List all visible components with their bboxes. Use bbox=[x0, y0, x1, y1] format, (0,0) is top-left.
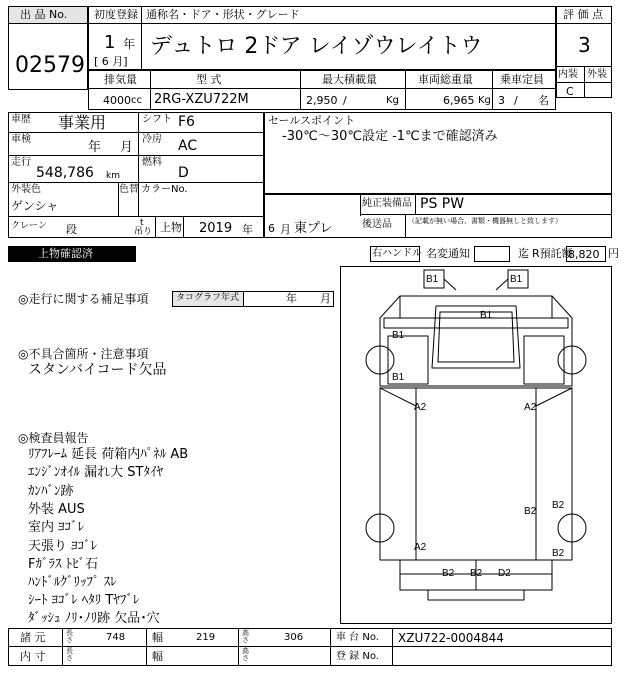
windshield bbox=[432, 306, 520, 368]
report-line: ｶﾝﾊﾞﾝ跡 bbox=[28, 484, 74, 499]
displacement: 4000 bbox=[103, 94, 131, 107]
r-deposit-label: R預託額 bbox=[532, 247, 573, 260]
lot-label: 出 品 No. bbox=[20, 8, 68, 21]
defect-1: スタンバイコード欠品 bbox=[28, 362, 167, 378]
upper-maker: 東プレ bbox=[294, 221, 333, 236]
max-load-sep: / bbox=[343, 94, 347, 107]
shift-label: シフト bbox=[142, 114, 172, 125]
model-label: 型 式 bbox=[196, 73, 222, 86]
reg-month: [ 6 月] bbox=[94, 55, 128, 68]
tacho-year: 年 bbox=[286, 292, 297, 305]
upper-confirmed-text: 上物確認済 bbox=[38, 247, 93, 260]
ac-value: AC bbox=[178, 138, 198, 154]
mark-b2: B2 bbox=[552, 500, 565, 511]
cab-outline bbox=[380, 296, 572, 330]
report-line: 外装 AUS bbox=[28, 502, 85, 517]
interior-grade: C bbox=[566, 85, 574, 98]
upper-month: 6 bbox=[268, 222, 275, 235]
rating-value: 3 bbox=[578, 33, 591, 57]
report-line: ﾀﾞｯｼｭ ﾉﾘ･ﾉﾘ跡 欠品･穴 bbox=[28, 611, 160, 626]
report-line: 天張り ﾖｺﾞﾚ bbox=[28, 539, 98, 554]
report-line: Fｶﾞﾗｽ ﾄﾋﾞ石 bbox=[28, 557, 99, 572]
color-no-label: カラーNo. bbox=[141, 184, 188, 195]
mark-d2: D2 bbox=[498, 568, 511, 579]
mark-b2: B2 bbox=[524, 506, 537, 517]
name-change-box bbox=[474, 246, 510, 262]
upper-month-unit: 月 bbox=[280, 223, 291, 236]
rhd-label: 右ハンドル bbox=[372, 248, 422, 259]
mark-b1: B1 bbox=[510, 274, 523, 285]
report-line: ﾊﾝﾄﾞﾙｸﾞﾘｯﾌﾟ ｽﾚ bbox=[28, 575, 117, 590]
running-notes-label: ◎走行に関する補足事項 bbox=[18, 292, 149, 306]
overdue-label: 迄 bbox=[518, 247, 529, 260]
chassis-label: 車 台 No. bbox=[336, 632, 379, 643]
tacho-label: タコグラフ年式 bbox=[176, 293, 240, 303]
max-load: 2,950 bbox=[306, 94, 338, 107]
report-line: 室内 ﾖｺﾞﾚ bbox=[28, 520, 85, 535]
sales-point-text: -30℃～30℃設定 -1℃まで確認済み bbox=[282, 129, 498, 144]
reg-year: 1 bbox=[104, 32, 116, 53]
r-deposit: 8,820 bbox=[568, 248, 600, 261]
capacity-sep: / bbox=[514, 94, 518, 107]
crane-stage: 段 bbox=[66, 223, 77, 236]
name-change-label: 名変通知 bbox=[426, 247, 470, 260]
displacement-label: 排気量 bbox=[104, 73, 137, 86]
mark-b1: B1 bbox=[426, 274, 439, 285]
report-label: ◎検査員報告 bbox=[18, 431, 89, 445]
tacho-month: 月 bbox=[320, 292, 331, 305]
model-code: 2RG-XZU722M bbox=[154, 92, 249, 107]
in-width-label: 幅 bbox=[152, 650, 163, 663]
in-height-label: 高さ bbox=[242, 647, 249, 663]
inspection-year: 年 bbox=[88, 140, 102, 155]
mark-b1: B1 bbox=[392, 372, 405, 383]
report-line: ｼｰﾄ ﾖｺﾞﾚ ﾍﾀﾘ Tﾔﾌﾞﾚ bbox=[28, 593, 140, 608]
fuel-value: D bbox=[178, 165, 189, 181]
capacity-label: 乗車定員 bbox=[500, 73, 544, 86]
mark-b2: B2 bbox=[442, 568, 455, 579]
length-value: 748 bbox=[106, 632, 126, 643]
max-load-label: 最大積載量 bbox=[322, 73, 377, 86]
first-reg-label: 初度登録 bbox=[94, 8, 138, 21]
reg-year-unit: 年 bbox=[123, 37, 136, 51]
rating-label: 評 価 点 bbox=[563, 8, 603, 21]
defects-label: ◎不具合箇所・注意事項 bbox=[18, 347, 149, 361]
r-deposit-unit: 円 bbox=[608, 247, 619, 260]
length-label: 長さ bbox=[66, 629, 73, 645]
mark-a2: A2 bbox=[414, 542, 427, 553]
inspection-month: 月 bbox=[120, 140, 134, 155]
gross-weight: 6,965 bbox=[443, 94, 475, 107]
shift-value: F6 bbox=[178, 114, 195, 130]
in-length-label: 長さ bbox=[66, 647, 73, 663]
gross-weight-label: 車両総重量 bbox=[418, 73, 473, 86]
crane-t: t bbox=[140, 218, 144, 228]
history-label: 車歴 bbox=[11, 114, 31, 125]
capacity-unit: 名 bbox=[538, 94, 549, 107]
mileage-label: 走行 bbox=[11, 157, 31, 168]
width-label: 幅 bbox=[152, 631, 163, 644]
height-value: 306 bbox=[284, 632, 304, 643]
fuel-label: 燃料 bbox=[142, 157, 162, 168]
report-line: ｴﾝｼﾞﾝｵｲﾙ 漏れ大 STﾀｲﾔ bbox=[28, 465, 163, 480]
sales-point-label: セールスポイント bbox=[268, 114, 356, 127]
truck-diagram bbox=[340, 266, 612, 624]
exterior-grade-label: 外装 bbox=[587, 69, 607, 80]
genuine-label: 純正装備品 bbox=[362, 198, 412, 209]
mark-a2: A2 bbox=[414, 402, 427, 413]
mark-a2: A2 bbox=[524, 402, 537, 413]
mark-b2: B2 bbox=[470, 568, 483, 579]
crane-lift: 吊り bbox=[134, 227, 153, 237]
mileage-value: 548,786 bbox=[36, 165, 94, 181]
mileage-unit: km bbox=[106, 171, 120, 181]
ac-label: 冷房 bbox=[142, 134, 162, 145]
max-load-unit: Kg bbox=[386, 95, 399, 106]
car-name: デュトロ 2ドア レイゾウレイトウ bbox=[150, 34, 483, 59]
chassis-number: XZU722-0004844 bbox=[398, 631, 504, 645]
color-change-label: 色替 bbox=[119, 184, 139, 195]
mark-b1: B1 bbox=[392, 330, 405, 341]
footer-table bbox=[8, 628, 612, 666]
upper-year-unit: 年 bbox=[242, 223, 253, 236]
cargo-box bbox=[380, 388, 572, 560]
genuine-value: PS PW bbox=[420, 196, 465, 212]
gross-weight-unit: Kg bbox=[478, 95, 491, 106]
capacity: 3 bbox=[498, 94, 505, 107]
reg-no-label: 登 録 No. bbox=[336, 651, 379, 662]
mark-b1: B1 bbox=[480, 310, 493, 321]
inspection-label: 車検 bbox=[11, 134, 31, 145]
displacement-unit: cc bbox=[131, 95, 142, 106]
interior-dims-label: 内 寸 bbox=[20, 650, 46, 663]
upper-label: 上物 bbox=[160, 221, 182, 234]
report-line: ﾘｱﾌﾚｰﾑ 延長 荷箱内ﾊﾟﾈﾙ AB bbox=[28, 447, 189, 462]
history-value: 事業用 bbox=[58, 113, 107, 132]
name-label: 通称名・ドア・形状・グレード bbox=[146, 8, 300, 21]
crane-label: クレーン bbox=[11, 221, 47, 231]
height-label: 高さ bbox=[242, 629, 249, 645]
aftermarket-note: （記載が無い場合、書類・機器無しと致します） bbox=[408, 217, 562, 225]
dims-label: 諸 元 bbox=[20, 631, 46, 644]
interior-grade-label: 内装 bbox=[558, 69, 578, 80]
mark-b2: B2 bbox=[552, 548, 565, 559]
width-value: 219 bbox=[196, 632, 216, 643]
ext-color-label: 外装色 bbox=[11, 184, 41, 195]
aftermarket-label: 後送品 bbox=[362, 219, 392, 230]
upper-year: 2019 bbox=[199, 221, 233, 236]
lot-number: 02579 bbox=[15, 53, 85, 78]
ext-color-value: ゲンシャ bbox=[11, 199, 59, 213]
